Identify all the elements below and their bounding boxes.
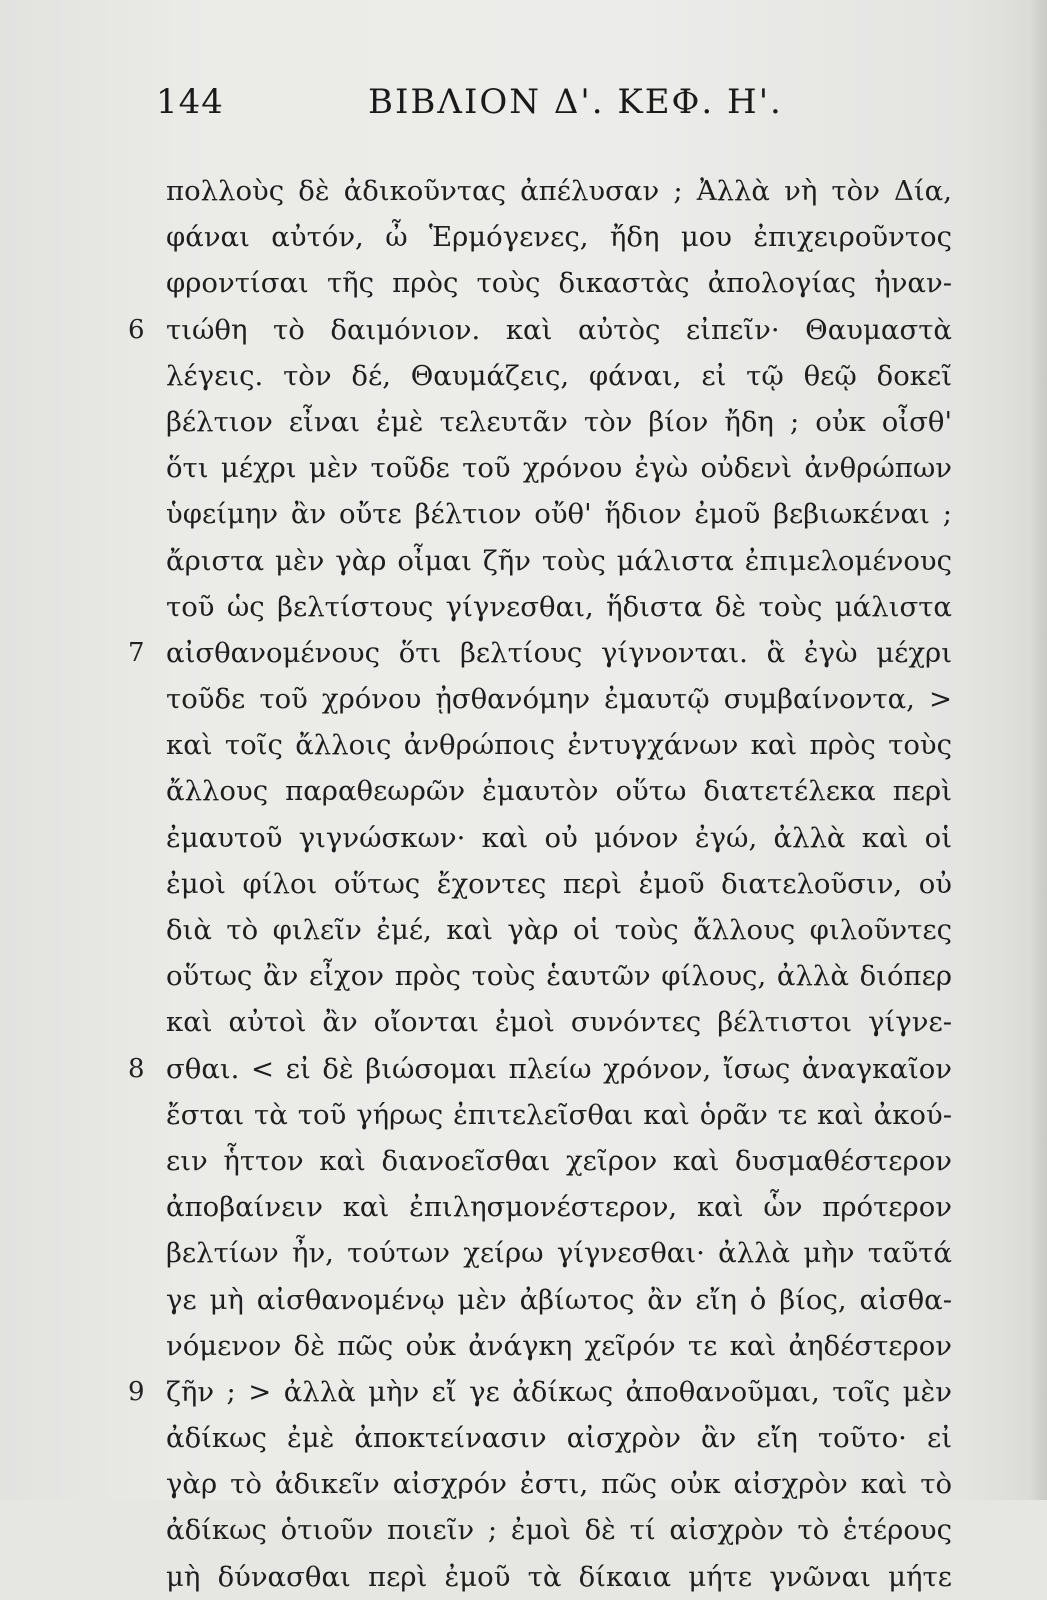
text-line	[0, 214, 1047, 260]
line-text: φάναι αὐτόν, ὦ Ἑρμόγενες, ἤδη μου ἐπιχειροῦντος	[166, 221, 952, 254]
line-text: ἄλλους παραθεωρῶν ἐμαυτὸν οὕτω διατετέλεκα περὶ	[166, 775, 952, 808]
line-text: ειν ἧττον καὶ διανοεῖσθαι χεῖρον καὶ δυσμαθέστερον	[166, 1144, 952, 1177]
text-line	[0, 1323, 1047, 1369]
text-line	[0, 1461, 1047, 1507]
line-text: ὑφείμην ἂν οὔτε βέλτιον οὔθ' ἥδιον ἐμοῦ βεβιωκέναι ;	[166, 498, 952, 531]
text-line	[0, 260, 1047, 306]
line-text: τοῦδε τοῦ χρόνου ᾐσθανόμην ἐμαυτῷ συμβαίνοντα, >	[166, 683, 952, 716]
line-text: γὰρ τὸ ἀδικεῖν αἰσχρόν ἐστι, πῶς οὐκ αἰσχρὸν καὶ τὸ	[166, 1468, 952, 1501]
line-text: γε μὴ αἰσθανομένῳ μὲν ἀβίωτος ἂν εἴη ὁ βίος, αἰσθα-	[166, 1283, 952, 1316]
line-text: ἐμαυτοῦ γιγνώσκων· καὶ οὐ μόνον ἐγώ, ἀλλὰ καὶ οἱ	[166, 821, 952, 854]
line-text: πολλοὺς δὲ ἀδικοῦντας ἀπέλυσαν ; Ἀλλὰ νὴ τὸν Δία,	[166, 175, 952, 207]
line-text: ὅτι μέχρι μὲν τοῦδε τοῦ χρόνου ἐγὼ οὐδενὶ ἀνθρώπων	[166, 452, 952, 485]
line-text: αἰσθανομένους ὅτι βελτίους γίγνονται. ἃ ἐγὼ μέχρι	[166, 636, 952, 669]
line-text: οὕτως ἂν εἶχον πρὸς τοὺς ἑαυτῶν φίλους, ἀλλὰ διόπερ	[166, 960, 952, 993]
page-header	[156, 82, 946, 132]
text-line	[0, 953, 1047, 999]
text-line	[0, 584, 1047, 630]
line-text: μὴ δύνασθαι περὶ ἐμοῦ τὰ δίκαια μήτε γνῶναι μήτε	[166, 1560, 952, 1593]
line-text: λέγεις. τὸν δέ, Θαυμάζεις, φάναι, εἰ τῷ θεῷ δοκεῖ	[166, 359, 952, 392]
text-block	[0, 168, 1047, 1600]
line-text: ἔσται τὰ τοῦ γήρως ἐπιτελεῖσθαι καὶ ὁρᾶν τε καὶ ἀκού-	[166, 1098, 952, 1131]
text-line	[0, 399, 1047, 445]
text-line	[0, 1046, 1047, 1092]
line-text: διὰ τὸ φιλεῖν ἐμέ, καὶ γὰρ οἱ τοὺς ἄλλους φιλοῦντες	[166, 914, 952, 946]
text-line	[0, 722, 1047, 768]
line-text: ἀδίκως ὁτιοῦν ποιεῖν ; ἐμοὶ δὲ τί αἰσχρὸν τὸ ἑτέρους	[166, 1514, 952, 1547]
text-line	[0, 1554, 1047, 1600]
line-text: φροντίσαι τῆς πρὸς τοὺς δικαστὰς ἀπολογίας ἠναν-	[166, 267, 952, 300]
line-text: βέλτιον εἶναι ἐμὲ τελευτᾶν τὸν βίον ἤδη ; οὐκ οἶσθ'	[166, 405, 952, 438]
line-text: ἐμοὶ φίλοι οὕτως ἔχοντες περὶ ἐμοῦ διατελοῦσιν, οὐ	[166, 867, 952, 900]
line-text: ἀποβαίνειν καὶ ἐπιλησμονέστερον, καὶ ὧν πρότερον	[166, 1191, 952, 1224]
text-line	[0, 1415, 1047, 1461]
line-text: ἀδίκως ἐμὲ ἀποκτείνασιν αἰσχρὸν ἂν εἴη τοῦτο· εἰ	[166, 1422, 952, 1455]
line-text: σθαι. < εἰ δὲ βιώσομαι πλείω χρόνον, ἴσως ἀναγκαῖον	[166, 1052, 952, 1085]
text-line	[0, 907, 1047, 953]
text-line	[0, 1369, 1047, 1415]
text-line	[0, 1277, 1047, 1323]
text-line	[0, 1507, 1047, 1553]
section-number: 9	[128, 1376, 145, 1407]
text-line	[0, 445, 1047, 491]
running-head: ΒΙΒΛΙΟΝ Δ'. ΚΕΦ. Η'.	[368, 82, 783, 122]
line-text: νόμενον δὲ πῶς οὐκ ἀνάγκη χεῖρόν τε καὶ ἀηδέστερον	[166, 1329, 952, 1362]
text-line	[0, 307, 1047, 353]
section-number: 8	[128, 1053, 145, 1084]
text-line	[0, 1092, 1047, 1138]
text-line	[0, 491, 1047, 537]
text-line	[0, 168, 1047, 214]
text-line	[0, 815, 1047, 861]
text-line	[0, 538, 1047, 584]
page-number: 144	[156, 82, 224, 122]
section-number: 6	[128, 314, 145, 345]
line-text: καὶ αὐτοὶ ἂν οἴονται ἐμοὶ συνόντες βέλτιστοι γίγνε-	[166, 1006, 952, 1039]
text-line	[0, 1230, 1047, 1276]
line-text: ἄριστα μὲν γὰρ οἶμαι ζῆν τοὺς μάλιστα ἐπιμελομένους	[166, 544, 952, 577]
text-line	[0, 1138, 1047, 1184]
text-line	[0, 1184, 1047, 1230]
text-line	[0, 768, 1047, 814]
text-line	[0, 861, 1047, 907]
section-number: 7	[128, 637, 145, 668]
text-line	[0, 630, 1047, 676]
text-line	[0, 999, 1047, 1045]
line-text: καὶ τοῖς ἄλλοις ἀνθρώποις ἐντυγχάνων καὶ πρὸς τοὺς	[166, 729, 952, 762]
line-text: τοῦ ὡς βελτίστους γίγνεσθαι, ἥδιστα δὲ τοὺς μάλιστα	[166, 590, 952, 623]
text-line	[0, 676, 1047, 722]
line-text: βελτίων ἦν, τούτων χείρω γίγνεσθαι· ἀλλὰ μὴν ταῦτά	[166, 1237, 952, 1270]
text-line	[0, 353, 1047, 399]
line-text: ζῆν ; > ἀλλὰ μὴν εἴ γε ἀδίκως ἀποθανοῦμαι, τοῖς μὲν	[166, 1375, 952, 1408]
line-text: τιώθη τὸ δαιμόνιον. καὶ αὐτὸς εἰπεῖν· Θαυμαστὰ	[166, 313, 952, 346]
